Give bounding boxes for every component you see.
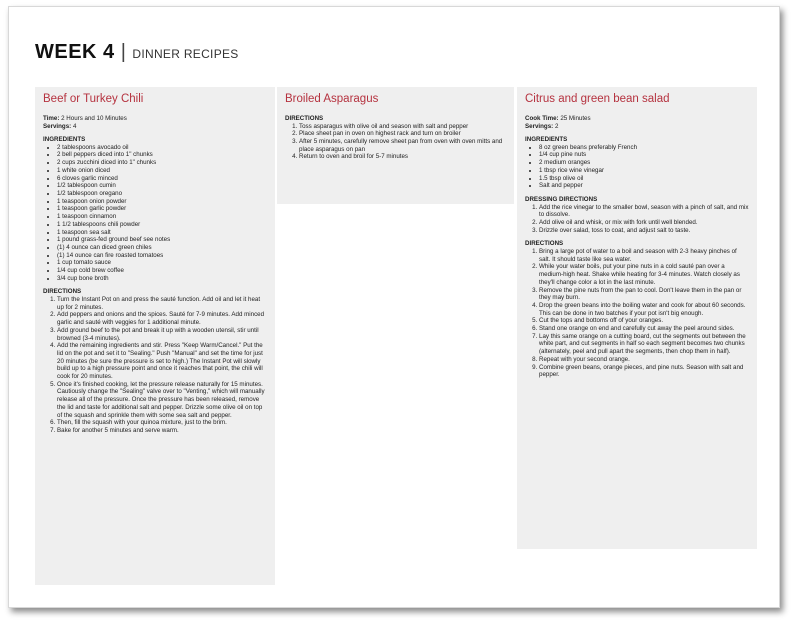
recipe-time xyxy=(43,115,267,123)
recipe-time xyxy=(525,115,749,123)
list-item: • 6 cloves garlic minced xyxy=(57,175,267,183)
list-item: 1. Toss asparagus with olive oil and season with salt and pepper xyxy=(299,123,506,131)
list-item: 2. Add olive oil and whisk, or mix with fork until well blended. xyxy=(539,219,749,227)
list-item: 3. Add ground beef to the pot and break it up with a wooden utensil, stir until browned (3-4 minutes). xyxy=(57,327,267,342)
list-item: • 1 1/2 tablespoons chili powder xyxy=(57,221,267,229)
servings-label: Servings: xyxy=(525,122,554,130)
list-item: 1. Add the rice vinegar to the smaller bowl, season with a pinch of salt, and mix to dissolve. xyxy=(539,204,749,219)
time-label: Cook Time: xyxy=(525,115,559,122)
list-item: • 1 teaspoon sea salt xyxy=(57,229,267,237)
ingredients-list xyxy=(525,144,749,190)
directions-list xyxy=(43,296,267,435)
title-separator: | xyxy=(120,41,127,63)
list-item: • 1 white onion diced xyxy=(57,167,267,175)
list-item: • 1 cup tomato sauce xyxy=(57,259,267,267)
directions-heading: DIRECTIONS xyxy=(43,288,82,296)
list-item: • 1/4 cup cold brew coffee xyxy=(57,267,267,275)
ingredients-heading: INGREDIENTS xyxy=(43,136,86,144)
list-item: • (1) 14 ounce can fire roasted tomatoes xyxy=(57,252,267,260)
list-item: • 2 cups zucchini diced into 1" chunks xyxy=(57,159,267,167)
list-item: 2. While your water boils, put your pine nuts in a cold sauté pan over a medium-high heat. Shake while heating for 3-4 minutes. Watch closely as they'll change color a lot in the last minute. xyxy=(539,263,749,286)
list-item: • 1 teaspoon cinnamon xyxy=(57,213,267,221)
time-value: 25 Minutes xyxy=(560,115,591,122)
list-item: • 2 tablespoons avocado oil xyxy=(57,144,267,152)
recipe-servings xyxy=(525,123,749,131)
list-item: • 2 bell peppers diced into 1" chunks xyxy=(57,151,267,159)
recipe-title: Beef or Turkey Chili xyxy=(43,93,144,105)
list-item: 2. Place sheet pan in oven on highest rack and turn on broiler xyxy=(299,130,506,138)
recipe-title: Broiled Asparagus xyxy=(285,93,379,105)
list-item: 6. Stand one orange on end and carefully cut away the peel around sides. xyxy=(539,325,749,333)
list-item: 1. Bring a large pot of water to a boil and season with 2-3 heavy pinches of salt. It should taste like sea water. xyxy=(539,248,749,263)
servings-value: 4 xyxy=(72,122,77,130)
directions-heading: DIRECTIONS xyxy=(285,115,324,122)
list-item: • 1.5 tbsp olive oil xyxy=(539,175,749,183)
directions-heading: DIRECTIONS xyxy=(525,240,564,248)
page-subtitle: DINNER RECIPES xyxy=(132,47,239,61)
list-item: 4. Add the remaining ingredients and stir. Press "Keep Warm/Cancel." Put the lid on the pot and set it to "Sealing." Push "Manual" and set the time for just 20 minutes (be sure the pressure is set to high.) The Instant Pot will slowly build up to a high pressure point and once it reaches that point, the chili will cook for 20 minutes. xyxy=(57,342,267,381)
list-item: 8. Repeat with your second orange. xyxy=(539,356,749,364)
list-item: • 1 teaspoon garlic powder xyxy=(57,205,267,213)
list-item: 7. Lay this same orange on a cutting board, cut the segments out between the white part, and cut segments in half so each segment becomes two chunks (alternately, peel and pull apart the segments, then chop them in half). xyxy=(539,333,749,356)
directions-list xyxy=(285,123,506,162)
servings-label: Servings: xyxy=(43,122,72,130)
list-item: 4. Drop the green beans into the boiling water and cook for about 60 seconds. This can be done in two batches if your pot isn't big enough. xyxy=(539,302,749,317)
list-item: 7. Bake for another 5 minutes and serve warm. xyxy=(57,427,267,435)
recipe-card-asparagus xyxy=(277,87,514,204)
time-value: 2 Hours and 10 Minutes xyxy=(61,115,127,122)
list-item: • 1/2 tablespoon cumin xyxy=(57,182,267,190)
recipe-title: Citrus and green bean salad xyxy=(525,93,670,105)
list-item: 3. After 5 minutes, carefully remove sheet pan from oven with oven mitts and place asparagus on pan xyxy=(299,138,506,153)
time-label: Time: xyxy=(43,115,60,122)
week-label: WEEK 4 xyxy=(35,41,115,63)
list-item: • 1/2 tablespoon oregano xyxy=(57,190,267,198)
page-title xyxy=(35,41,239,64)
list-item: 2. Add peppers and onions and the spices. Sauté for 7-9 minutes. Add minced garlic and sauté with veggies for 1 additional minute. xyxy=(57,311,267,326)
list-item: 3. Drizzle over salad, toss to coat, and adjust salt to taste. xyxy=(539,227,749,235)
list-item: • Salt and pepper xyxy=(539,182,749,190)
list-item: 5. Cut the tops and bottoms off of your oranges. xyxy=(539,317,749,325)
list-item: • (1) 4 ounce can diced green chiles xyxy=(57,244,267,252)
ingredients-heading: INGREDIENTS xyxy=(525,136,568,144)
directions-list xyxy=(525,248,749,379)
list-item: • 2 medium oranges xyxy=(539,159,749,167)
recipe-servings xyxy=(43,123,267,131)
ingredients-list xyxy=(43,144,267,283)
list-item: • 1/4 cup pine nuts xyxy=(539,151,749,159)
list-item: 9. Combine green beans, orange pieces, and pine nuts. Season with salt and pepper. xyxy=(539,364,749,379)
list-item: • 1 pound grass-fed ground beef see notes xyxy=(57,236,267,244)
recipe-card-salad xyxy=(517,87,757,549)
list-item: 5. Once it's finished cooking, let the pressure release naturally for 15 minutes. Cautiously change the "Sealing" valve over to "Venting," which will manually release all of the pressure. Once the pressure has been released, remove the lid and taste for additional salt and pepper. Drizzle some olive oil on top of the squash and sprinkle them with some sea salt and pepper. xyxy=(57,381,267,420)
servings-value: 2 xyxy=(554,122,559,130)
dressing-directions-list xyxy=(525,204,749,235)
list-item: • 8 oz green beans preferably French xyxy=(539,144,749,152)
recipe-card-chili xyxy=(35,87,275,585)
list-item: 6. Then, fill the squash with your quinoa mixture, just to the brim. xyxy=(57,419,267,427)
list-item: 3. Remove the pine nuts from the pan to cool. Don't leave them in the pan or they may burn. xyxy=(539,287,749,302)
list-item: • 1 teaspoon onion powder xyxy=(57,198,267,206)
recipe-page xyxy=(8,6,780,608)
list-item: 1. Turn the Instant Pot on and press the sauté function. Add oil and let it heat up for 2 minutes. xyxy=(57,296,267,311)
dressing-directions-heading: DRESSING DIRECTIONS xyxy=(525,196,598,203)
list-item: • 1 tbsp rice wine vinegar xyxy=(539,167,749,175)
list-item: 4. Return to oven and broil for 5-7 minutes xyxy=(299,153,506,161)
list-item: • 3/4 cup bone broth xyxy=(57,275,267,283)
